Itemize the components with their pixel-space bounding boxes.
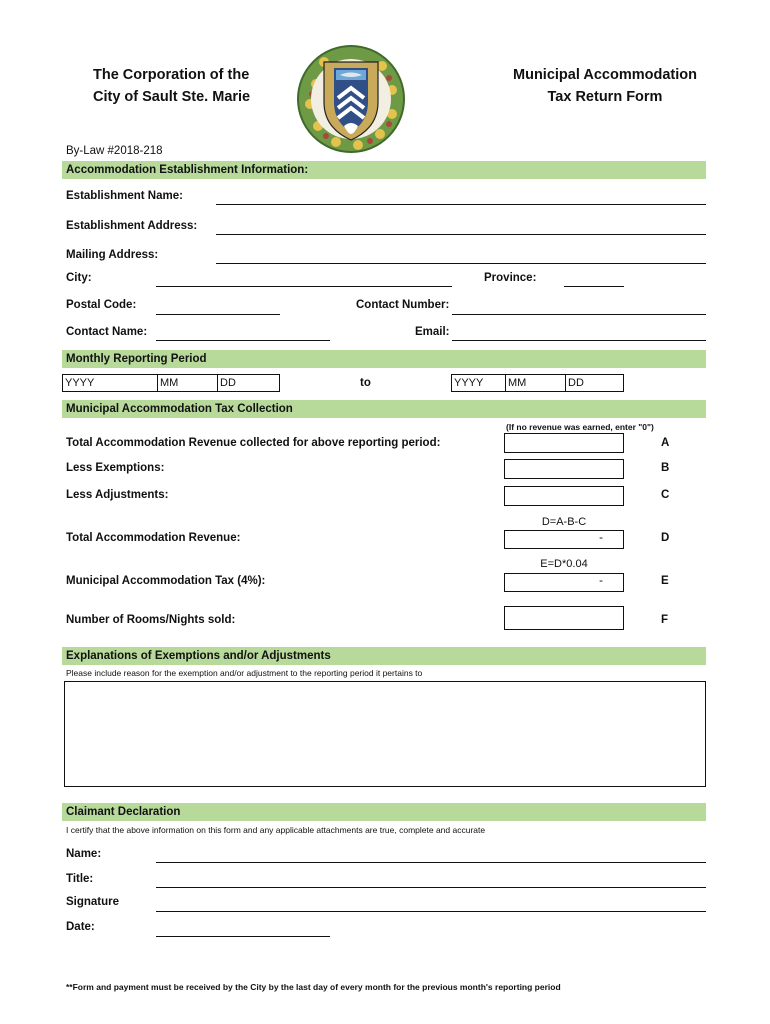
establishment-name-label: Establishment Name: (66, 190, 183, 202)
tax-output-e (504, 573, 624, 592)
end-year-field[interactable]: YYYY (454, 377, 484, 389)
form-title (500, 64, 710, 108)
section-reporting-period: Monthly Reporting Period (62, 350, 706, 368)
period-end-date[interactable] (451, 374, 624, 392)
revenue-label: Total Accommodation Revenue collected for above reporting period: (66, 437, 441, 449)
org-name-line2: City of Sault Ste. Marie (93, 89, 251, 105)
row-letter-d: D (661, 532, 670, 544)
signature-field[interactable] (156, 911, 706, 912)
revenue-input-a[interactable] (504, 433, 624, 453)
total-revenue-value: - (599, 532, 603, 544)
contact-number-field[interactable] (452, 314, 706, 315)
period-start-date[interactable] (62, 374, 280, 392)
total-revenue-output-d (504, 530, 624, 549)
mailing-address-label: Mailing Address: (66, 249, 159, 261)
declaration-date-label: Date: (66, 921, 95, 933)
declaration-date-field[interactable] (156, 936, 330, 937)
city-crest-logo (296, 44, 406, 154)
row-letter-c: C (661, 489, 670, 501)
contact-number-label: Contact Number: (356, 299, 450, 311)
province-label: Province: (484, 272, 537, 284)
section-explanations: Explanations of Exemptions and/or Adjustments (62, 647, 706, 665)
province-field[interactable] (564, 286, 624, 287)
row-letter-e: E (661, 575, 669, 587)
section-establishment: Accommodation Establishment Information: (62, 161, 706, 179)
section-declaration: Claimant Declaration (62, 803, 706, 821)
declaration-name-field[interactable] (156, 862, 706, 863)
tax-label: Municipal Accommodation Tax (4%): (66, 575, 266, 587)
exemptions-label: Less Exemptions: (66, 462, 165, 474)
declaration-title-field[interactable] (156, 887, 706, 888)
row-letter-f: F (661, 614, 669, 626)
row-letter-b: B (661, 462, 670, 474)
org-name (93, 64, 293, 108)
start-year-field[interactable]: YYYY (65, 377, 95, 389)
establishment-name-field[interactable] (216, 204, 706, 205)
submission-deadline-note: **Form and payment must be received by the City by the last day of every month for the previous month's reporting period (66, 982, 561, 992)
email-field[interactable] (452, 340, 706, 341)
start-month-field[interactable]: MM (157, 375, 217, 391)
start-day-field[interactable]: DD (217, 375, 279, 391)
explanations-note: Please include reason for the exemption and/or adjustment to the reporting period it pertains to (66, 668, 423, 678)
bylaw-number: By-Law #2018-218 (66, 145, 163, 157)
formula-e: E=D*0.04 (540, 558, 588, 570)
declaration-name-label: Name: (66, 848, 102, 860)
formula-d: D=A-B-C (541, 516, 587, 528)
end-month-field[interactable]: MM (505, 375, 565, 391)
total-revenue-label: Total Accommodation Revenue: (66, 532, 241, 544)
establishment-address-label: Establishment Address: (66, 220, 198, 232)
declaration-statement: I certify that the above information on this form and any applicable attachments are true, complete and accurate (66, 825, 486, 835)
exemptions-input-b[interactable] (504, 459, 624, 479)
zero-revenue-note: (If no revenue was earned, enter "0") (506, 422, 654, 432)
row-letter-a: A (661, 437, 670, 449)
postal-code-label: Postal Code: (66, 299, 137, 311)
section-tax-collection: Municipal Accommodation Tax Collection (62, 400, 706, 418)
declaration-title-label: Title: (66, 873, 94, 885)
email-label: Email: (415, 326, 450, 338)
signature-label: Signature (66, 896, 120, 908)
adjustments-input-c[interactable] (504, 486, 624, 506)
tax-value: - (599, 575, 603, 587)
explanations-textarea[interactable] (64, 681, 706, 787)
postal-code-field[interactable] (156, 314, 280, 315)
form-title-line1: Municipal Accommodation (513, 67, 697, 83)
rooms-nights-label: Number of Rooms/Nights sold: (66, 614, 236, 626)
org-name-line1: The Corporation of the (93, 67, 250, 83)
establishment-address-field[interactable] (216, 234, 706, 235)
city-label: City: (66, 272, 92, 284)
adjustments-label: Less Adjustments: (66, 489, 169, 501)
rooms-nights-input-f[interactable] (504, 606, 624, 630)
contact-name-label: Contact Name: (66, 326, 148, 338)
contact-name-field[interactable] (156, 340, 330, 341)
period-to-label: to (360, 377, 371, 389)
form-title-line2: Tax Return Form (547, 89, 663, 105)
city-field[interactable] (156, 286, 452, 287)
end-day-field[interactable]: DD (565, 375, 623, 391)
mailing-address-field[interactable] (216, 263, 706, 264)
